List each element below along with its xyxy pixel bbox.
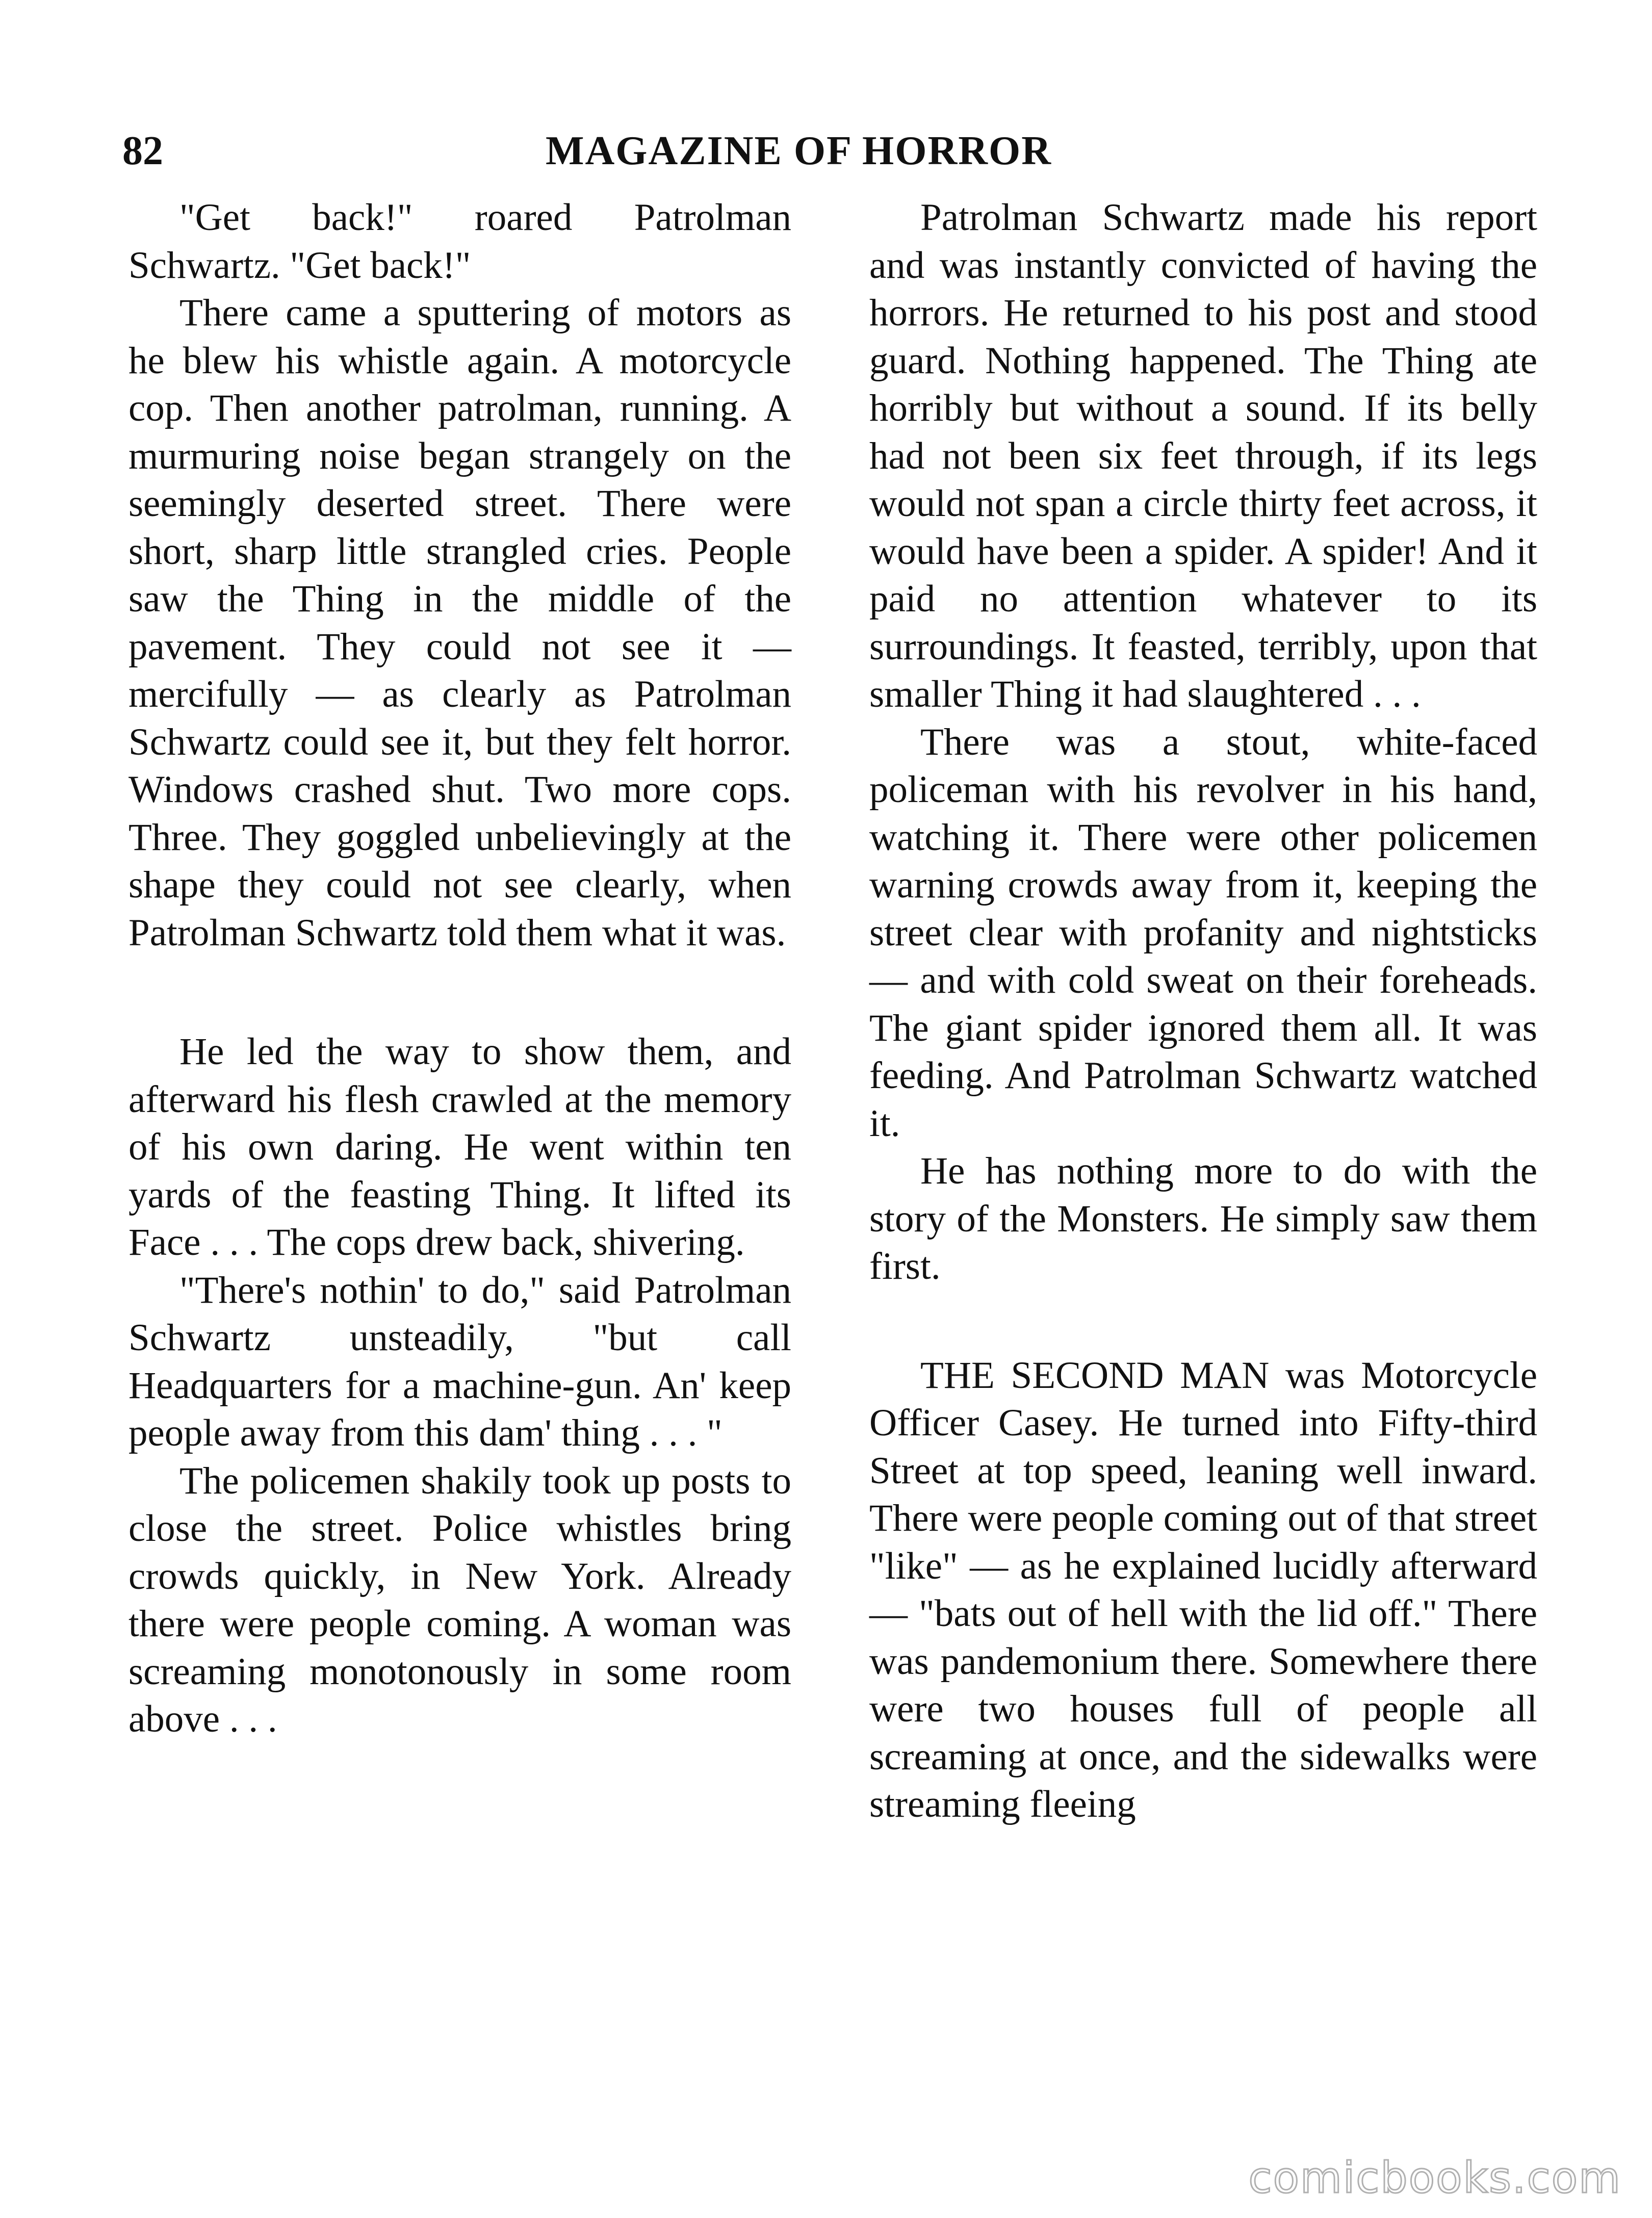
paragraph: The policemen shakily took up posts to close the street. Police whistles bring crowds quickly, in New York. Already there were people coming. A woman was screaming monotonously in some room above . . . xyxy=(128,1459,791,1740)
page-number: 82 xyxy=(122,128,163,173)
magazine-title: MAGAZINE OF HORROR xyxy=(546,128,1052,173)
watermark: comicbooks.com xyxy=(1248,2153,1621,2203)
paragraph: "There's nothin' to do," said Patrolman Schwartz unsteadily, "but call Headquarters for a machine-gun. An' keep people away from this dam' thing . . . " xyxy=(128,1269,791,1454)
left-column xyxy=(128,194,791,1743)
paragraph: There came a sputtering of motors as he blew his whistle again. A motorcycle cop. Then another patrolman, running. A murmuring noise began strangely on the seemingly deserted street. There were short, sharp little strangled cries. People saw the Thing in the middle of the pavement. They could not see it — mercifully — as clearly as Patrolman Schwartz could see it, but they felt horror. Windows crashed shut. Two more cops. Three. They goggled unbelievingly at the shape they could not see clearly, when Patrolman Schwartz told them what it was. xyxy=(128,292,791,954)
page-header xyxy=(122,120,1530,182)
paragraph: There was a stout, white-faced policeman with his revolver in his hand, watching it. There were other policemen warning crowds away from it, keeping the street clear with profanity and nightsticks — and with cold sweat on their foreheads. The giant spider ignored them all. It was feeding. And Patrolman Schwartz watched it. xyxy=(869,720,1537,1145)
paragraph: Patrolman Schwartz made his report and was instantly convicted of having the horrors. He returned to his post and stood guard. Nothing happened. The Thing ate horribly but without a sound. If its belly had not been six feet through, if its legs would not span a circle thirty feet across, it would have been a spider. A spider! And it paid no attention whatever to its surroundings. It feasted, terribly, upon that smaller Thing it had slaughtered . . . xyxy=(869,196,1537,715)
paragraph: "Get back!" roared Patrolman Schwartz. "Get back!" xyxy=(128,196,791,287)
section-paragraph: THE SECOND MAN was Motorcycle Officer Casey. He turned into Fifty-third Street at top speed, leaning well inward. There were people coming out of that street "like" — as he explained lucidly afterward — "bats out of hell with the lid off." There was pandemonium there. Somewhere there were two houses full of people all screaming at once, and the sidewalks were streaming fleeing xyxy=(869,1354,1537,1825)
right-column xyxy=(869,194,1537,1828)
paragraph: He led the way to show them, and afterward his flesh crawled at the memory of his own daring. He went within ten yards of the feasting Thing. It lifted its Face . . . The cops drew back, shivering. xyxy=(128,1030,791,1263)
paragraph: He has nothing more to do with the story of the Monsters. He simply saw them first. xyxy=(869,1150,1537,1287)
